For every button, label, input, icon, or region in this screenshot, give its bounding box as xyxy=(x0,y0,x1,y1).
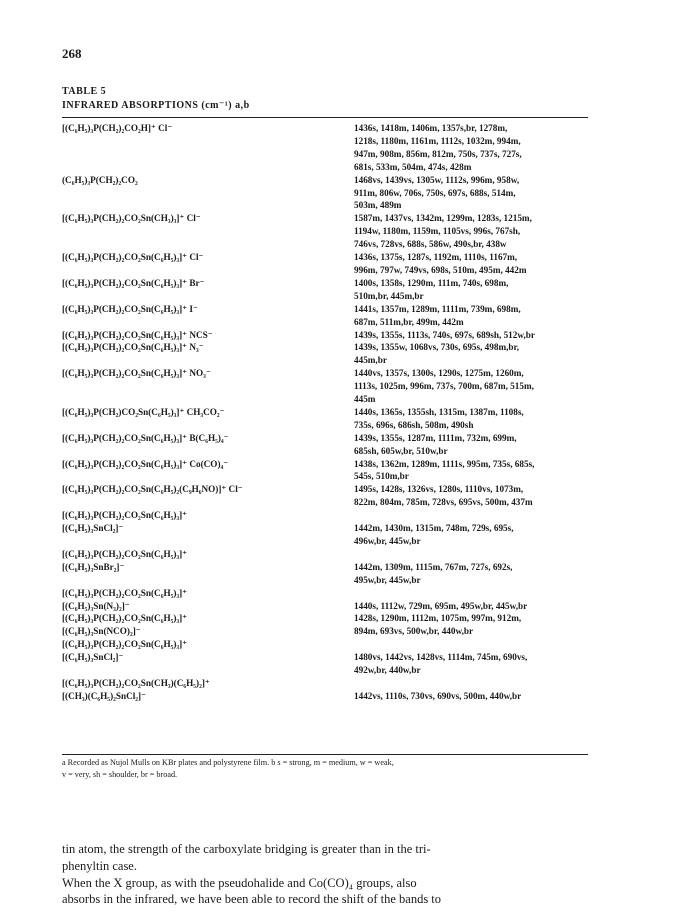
table-row xyxy=(62,367,588,406)
table-row xyxy=(62,638,588,677)
absorption-values-cell: 1400s, 1358s, 1290m, 111m, 740s, 698m, 510m,br, 445m,br xyxy=(354,277,509,301)
table-row xyxy=(62,548,588,587)
absorption-values-cell: 1436s, 1418m, 1406m, 1357s,br, 1278m, 1218s, 1180m, 1161m, 1112s, 1032m, 994m, 947m, 908m, 856m, 812m, 750s, 737s, 727s, 681s, 533m, 504m, 474s, 428m xyxy=(354,123,522,172)
table-row xyxy=(62,587,588,613)
compound-cell: [(C₆H₅)₃P(CH₂)₂CO₂Sn(CH₃)₃]⁺ Cl⁻ xyxy=(62,213,201,224)
absorption-values-cell: 1442m, 1430m, 1315m, 748m, 729s, 695s, 496w,br, 445w,br xyxy=(354,523,514,546)
page-number: 268 xyxy=(62,46,82,61)
compound-cell: [(C₆H₅)₃P(CH₂)₂CO₂Sn(C₆H₅)₃]⁺ NO₃⁻ xyxy=(62,368,211,379)
table-row xyxy=(62,174,588,213)
compound-cell: [(C₆H₅)₃P(CH₂)₂CO₂H]⁺ Cl⁻ xyxy=(62,123,173,133)
table-row xyxy=(62,458,588,484)
absorption-values-cell: 1440s, 1112w, 729m, 695m, 495w,br, 445w,br xyxy=(354,600,528,611)
absorption-values-cell: 1441s, 1357m, 1289m, 1111m, 739m, 698m, 687m, 511m,br, 499m, 442m xyxy=(354,303,521,327)
table-row xyxy=(62,612,588,638)
table-row xyxy=(62,432,588,458)
table-row xyxy=(62,122,588,174)
table-rule-top xyxy=(62,117,588,118)
absorption-values-cell: 1480vs, 1442vs, 1428vs, 1114m, 745m, 690vs, 492w,br, 440w,br xyxy=(354,652,528,676)
table-footnote: a Recorded as Nujol Mulls on KBr plates and polystyrene film. b s = strong, m = medium, w = weak, v = very, sh = shoulder, br = broad. xyxy=(62,758,394,779)
table-row xyxy=(62,677,588,703)
table-row xyxy=(62,303,588,329)
absorption-values-cell: 1439s, 1355s, 1287m, 1111m, 732m, 699m, 685sh, 605w,br, 510w,br xyxy=(354,432,517,456)
compound-cell: [(C₆H₅)₃P(CH₂)₂CO₂Sn(C₆H₅)₃]⁺ Co(CO)₄⁻ xyxy=(62,458,229,469)
table-row xyxy=(62,483,588,509)
compound-cell: [(C₆H₅)₃P(CH₂)₂CO₂Sn(C₆H₅)₃]⁺ NCS⁻ [(C₆H₅)₃P(CH₂)₂CO₂Sn(C₆H₅)₃]⁺ N₃⁻ xyxy=(62,329,213,353)
compound-cell: [(C₆H₅)₃P(CH₂)₂CO₂Sn(C₆H₅)₃]⁺ [(C₆H₅)₃SnBr₂]⁻ xyxy=(62,548,188,572)
absorption-values-cell: 1442vs, 1110s, 730vs, 690vs, 500m, 440w,br xyxy=(354,690,522,701)
absorption-values-cell: 1442m, 1309m, 1115m, 767m, 727s, 692s, 495w,br, 445w,br xyxy=(354,561,513,585)
absorption-values-cell: 1428s, 1290m, 1112m, 1075m, 997m, 912m, 894m, 693vs, 500w,br, 440w,br xyxy=(354,613,522,637)
compound-cell: (C₆H₅)₃P(CH₂)₂CO₂ xyxy=(62,174,138,185)
table-label: TABLE 5 xyxy=(62,86,107,97)
compound-cell: [(C₆H₅)₃P(CH₂)₂CO₂Sn(CH₃)(C₆H₅)₂]⁺ [(CH₃)(C₆H₅)₂SnCl₂]⁻ xyxy=(62,677,210,701)
compound-cell: [(C₆H₅)₃P(CH₂)₂CO₂Sn(C₆H₅)₃]⁺ B(C₆H₅)₄⁻ xyxy=(62,432,229,443)
absorption-values-cell: 1439s, 1355s, 1113s, 740s, 697s, 689sh, 512w,br 1439s, 1355w, 1068vs, 730s, 695s, 498m,br, 445m,br xyxy=(354,329,535,366)
table-title: INFRARED ABSORPTIONS (cm⁻¹) a,b xyxy=(62,100,250,111)
absorption-values-cell: 1587m, 1437vs, 1342m, 1299m, 1283s, 1215m, 1194w, 1180m, 1159m, 1105vs, 996s, 767sh, 746vs, 728vs, 688s, 586w, 490s,br, 438w xyxy=(354,213,532,250)
compound-cell: [(C₆H₅)₃P(CH₂)CO₂Sn(C₆H₅)₃]⁺ CH₃CO₂⁻ xyxy=(62,406,225,417)
compound-cell: [(C₆H₅)₃P(CH₂)₂CO₂Sn(C₆H₅)₃]⁺ [(C₆H₅)₃Sn(NCO)₂]⁻ xyxy=(62,613,188,637)
compound-cell: [(C₆H₅)₃P(CH₂)₂CO₂Sn(C₆H₅)₃]⁺ Cl⁻ xyxy=(62,252,204,263)
body-text: tin atom, the strength of the carboxylate bridging is greater than in the tri- phenyltin case. When the X group, as with the pseudohalide and Co(CO)₄ groups, also absorbs in the infrared, we have been able to record the shift of the bands to xyxy=(62,842,442,907)
compound-cell: [(C₆H₅)₃P(CH₂)₂CO₂Sn(C₆H₅)₃]⁺ I⁻ xyxy=(62,303,198,314)
absorption-values-cell: 1468vs, 1439vs, 1305w, 1112s, 996m, 958w, 911m, 806w, 706s, 750s, 697s, 688s, 514m, 503m, 489m xyxy=(354,174,520,211)
ir-table xyxy=(62,122,588,703)
absorption-values-cell: 1440s, 1365s, 1355sh, 1315m, 1387m, 1108s, 735s, 696s, 686sh, 508m, 490sh xyxy=(354,406,524,430)
compound-cell: [(C₆H₅)₃P(CH₂)₂CO₂Sn(C₆H₅)₃]⁺ Br⁻ xyxy=(62,277,205,288)
table-row xyxy=(62,212,588,251)
table-rule-bottom xyxy=(62,754,588,755)
compound-cell: [(C₆H₅)₃P(CH₂)₂CO₂Sn(C₆H₅)₃]⁺ [(C₆H₅)₃SnCl₂]⁻ xyxy=(62,510,188,534)
table-row xyxy=(62,251,588,277)
table-row xyxy=(62,509,588,548)
absorption-values-cell: 1436s, 1375s, 1287s, 1192m, 1110s, 1167m, 996m, 797w, 749vs, 698s, 510m, 495m, 442m xyxy=(354,252,527,275)
table-row xyxy=(62,277,588,303)
absorption-values-cell: 1495s, 1428s, 1326vs, 1280s, 1110vs, 1073m, 822m, 804m, 785m, 728vs, 695vs, 500m, 437m xyxy=(354,484,533,508)
table-row xyxy=(62,329,588,368)
compound-cell: [(C₆H₅)₃P(CH₂)₂CO₂Sn(C₆H₅)₃]⁺ [(C₆H₅)₃Sn(N₃)₂]⁻ xyxy=(62,587,188,611)
absorption-values-cell: 1438s, 1362m, 1289m, 1111s, 995m, 735s, 685s, 545s, 510m,br xyxy=(354,458,535,482)
compound-cell: [(C₆H₅)₃P(CH₂)₂CO₂Sn(C₆H₅)₂(C₉H₆NO)]⁺ Cl⁻ xyxy=(62,484,243,495)
absorption-values-cell: 1440vs, 1357s, 1300s, 1290s, 1275m, 1260m, 1113s, 1025m, 996m, 737s, 700m, 687m, 515m, 445m xyxy=(354,368,534,405)
table-row xyxy=(62,406,588,432)
compound-cell: [(C₆H₅)₃P(CH₂)₂CO₂Sn(C₆H₅)₃]⁺ [(C₆H₅)₃SnCl₂]⁻ xyxy=(62,639,188,663)
